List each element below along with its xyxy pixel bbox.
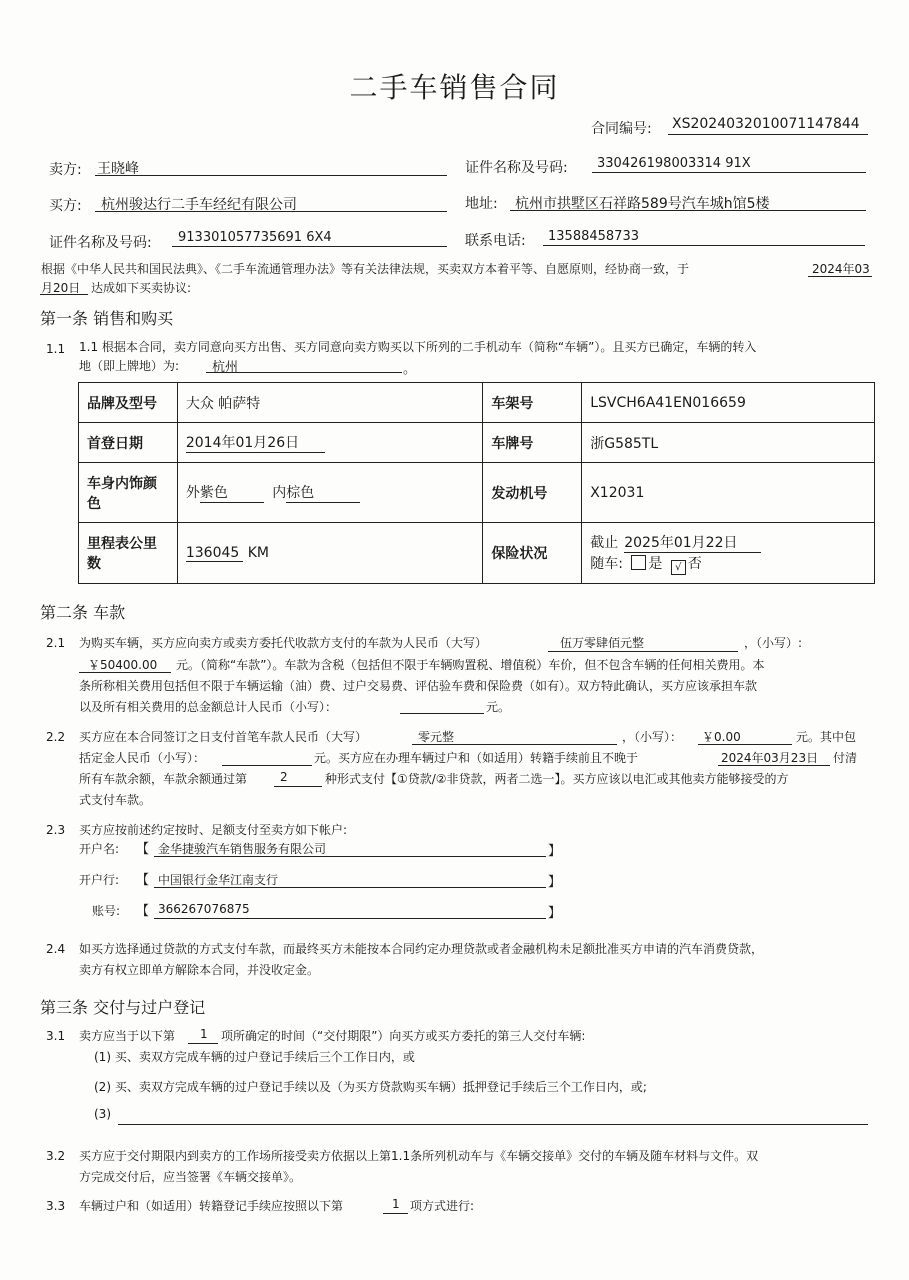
transfer-option: 1 [392, 1197, 400, 1211]
odometer-label: 里程表公里数 [79, 523, 178, 584]
first-payment-numeric-underline [698, 744, 792, 745]
insurance-yes-label: 是 [648, 555, 663, 572]
account-number: 366267076875 [158, 902, 250, 916]
color-label: 车身内饰颜色 [79, 463, 178, 523]
preamble-date-b: 月20日 [41, 281, 81, 295]
table-row [79, 463, 875, 523]
clause-2-1-line-3: 条所称相关费用包括但不限于车辆运输（油）费、过户交易费、评估验车费和保险费（如有）。双方特此确认，买方应该承担车款 [79, 679, 758, 693]
payment-deadline: 2024年03月23日 [721, 751, 819, 765]
clause-1-1-end: 。 [403, 362, 417, 377]
transfer-city: 杭州 [212, 360, 239, 375]
insurance-cell [582, 523, 875, 584]
reg-date-value: 2014年01月26日 [186, 432, 325, 453]
account-bank-underline [154, 887, 546, 888]
plate-label: 车牌号 [483, 423, 582, 463]
transfer-option-underline [383, 1213, 408, 1214]
account-name: 金华捷骏汽车销售服务有限公司 [158, 842, 327, 856]
payment-method: 2 [280, 770, 288, 784]
engine-value: X12031 [582, 463, 875, 523]
vin-value: LSVCH6A41EN016659 [582, 383, 875, 423]
account-name-label: 开户名: [79, 842, 120, 856]
account-name-bracket-close: 】 [548, 844, 562, 859]
buyer-name: 杭州骏达行二手车经纪有限公司 [101, 197, 297, 213]
clause-1-1-number: 1.1 [46, 342, 66, 356]
contract-no: XS2024032010071147844 [672, 116, 860, 132]
transfer-city-underline [206, 372, 402, 373]
clause-2-2-line-1-end: 元。其中包 [796, 730, 857, 744]
interior-color: 棕色 [286, 482, 360, 503]
insurance-date: 2025年01月22日 [624, 532, 761, 553]
account-bank-bracket-close: 】 [548, 875, 562, 890]
delivery-option-3: (3) [94, 1107, 111, 1121]
address-label: 地址: [465, 196, 498, 212]
contract-no-underline [668, 134, 868, 135]
clause-3-3-text-a: 车辆过户和（如适用）转籍登记手续应按照以下第 [79, 1199, 344, 1213]
clause-2-2-line-2b: 元。买方应在办理车辆过户和（如适用）转籍手续前且不晚于 [314, 751, 639, 765]
clause-2-1-line-1: 为购买车辆，买方应向卖方或卖方委托代收款方支付的车款为人民币（大写） [79, 636, 488, 650]
checkbox-yes-icon [631, 555, 646, 570]
clause-2-2-line-3b: 种形式支付【①贷款/②非贷款，两者二选一】。买方应该以电汇或其他卖方能够接受的方 [325, 772, 789, 786]
buyer-id-underline [172, 246, 447, 247]
account-number-underline [154, 918, 546, 919]
address-underline [510, 210, 866, 211]
clause-2-2-number: 2.2 [46, 730, 66, 744]
account-bank: 中国银行金华江南支行 [158, 873, 279, 887]
odometer-unit: KM [247, 544, 270, 561]
payment-deadline-underline [718, 765, 830, 766]
brand-value: 大众 帕萨特 [177, 383, 483, 423]
total-amount-underline [400, 713, 484, 714]
account-number-bracket-open: 【 [136, 904, 150, 919]
clause-2-1-line-2: 元。（简称“车款”）。车款为含税（包括但不限于车辆购置税、增值税）车价，但不包含车辆的任何相关费用。本 [176, 658, 765, 672]
clause-2-1-number: 2.1 [46, 636, 66, 650]
delivery-option-1: (1) 买、卖双方完成车辆的过户登记手续后三个工作日内，或 [94, 1050, 415, 1064]
buyer-id: 913301057735691 6X4 [178, 230, 332, 245]
seller-id-underline [592, 172, 866, 173]
article-3-heading: 第三条 交付与过户登记 [40, 998, 206, 1017]
first-payment-chinese: 零元整 [418, 730, 455, 744]
preamble-end: 达成如下买卖协议: [91, 281, 192, 295]
delivery-option-underline [188, 1043, 218, 1044]
clause-2-2-line-1: 买方应在本合同签订之日支付首笔车款人民币（大写） [79, 730, 368, 744]
contract-no-label: 合同编号: [591, 121, 652, 137]
engine-label: 发动机号 [483, 463, 582, 523]
account-bank-bracket-open: 【 [136, 873, 150, 888]
clause-3-2-line-2: 方完成交付后，应当签署《车辆交接单》。 [79, 1170, 302, 1184]
checkbox-checked-icon: √ [671, 560, 686, 575]
price-chinese: 伍万零肆佰元整 [560, 636, 645, 650]
account-bank-label: 开户行: [79, 873, 120, 887]
clause-2-4-number: 2.4 [46, 942, 66, 956]
article-1-heading: 第一条 销售和购买 [40, 309, 174, 328]
buyer-label: 买方: [49, 198, 82, 214]
clause-2-2-line-4: 式支付车款。 [79, 793, 152, 807]
account-number-label: 账号: [92, 904, 121, 918]
payment-method-underline [274, 786, 322, 787]
clause-3-2-number: 3.2 [46, 1149, 66, 1163]
page-title: 二手车销售合同 [349, 71, 560, 104]
clause-2-1-small: ，（小写）: [744, 636, 803, 650]
insurance-label: 保险状况 [483, 523, 582, 584]
interior-prefix: 内 [272, 485, 287, 501]
table-row [79, 523, 875, 584]
brand-label: 品牌及型号 [79, 383, 178, 423]
clause-2-3-number: 2.3 [46, 823, 66, 837]
preamble-date-a: 2024年03 [812, 262, 870, 276]
reg-date-label: 首登日期 [79, 423, 178, 463]
insurance-with-label: 随车: [590, 555, 623, 572]
preamble-date-underline-b [40, 294, 88, 295]
price-numeric: ￥50400.00 [88, 658, 158, 672]
plate-value: 浙G585TL [582, 423, 875, 463]
clause-2-1-end: 元。 [486, 700, 511, 714]
price-chinese-underline [548, 651, 738, 652]
price-numeric-underline [79, 672, 171, 673]
phone-label: 联系电话: [465, 233, 526, 249]
delivery-option-2: (2) 买、卖双方完成车辆的过户登记手续以及（为买方贷款购买车辆）抵押登记手续后三个工作日内，或; [94, 1080, 647, 1094]
table-row [79, 423, 875, 463]
first-payment-chinese-underline [412, 744, 617, 745]
seller-label: 卖方: [49, 162, 82, 178]
phone: 13588458733 [548, 229, 639, 244]
insurance-with-row [590, 553, 866, 575]
clause-2-1-line-4: 以及所有相关费用的总金额总计人民币（小写）： [79, 700, 338, 714]
clause-2-2-small: ，（小写）： [622, 730, 683, 744]
vin-label: 车架号 [483, 383, 582, 423]
buyer-name-underline [95, 211, 447, 212]
delivery-option: 1 [200, 1027, 208, 1041]
reg-date-cell [177, 423, 483, 463]
address: 杭州市拱墅区石祥路589号汽车城h馆5楼 [515, 196, 770, 212]
clause-2-2-line-2: 括定金人民币（小写）： [79, 751, 206, 765]
odometer-value: 136045 [186, 545, 243, 562]
account-name-underline [154, 856, 546, 857]
seller-name-underline [95, 175, 447, 176]
account-name-bracket-open: 【 [136, 842, 150, 857]
first-payment-numeric: ￥0.00 [702, 730, 741, 744]
preamble-text: 根据《中华人民共和国民法典》、《二手车流通管理办法》等有关法律法规，买卖双方本着平等、自愿原则，经协商一致，于 [41, 262, 690, 276]
exterior-prefix: 外 [185, 485, 200, 501]
vehicle-info-table [78, 382, 875, 584]
clause-2-3-text: 买方应按前述约定按时、足额支付至卖方如下帐户: [79, 823, 348, 837]
clause-3-1-number: 3.1 [46, 1029, 66, 1043]
buyer-id-label: 证件名称及号码: [49, 235, 152, 251]
account-number-bracket-close: 】 [548, 906, 562, 921]
clause-2-4-line-1: 如买方选择通过贷款的方式支付车款，而最终买方未能按本合同约定办理贷款或者金融机构未足额批准买方申请的汽车消费贷款， [79, 942, 764, 956]
clause-3-3-text-b: 项方式进行: [410, 1199, 475, 1213]
clause-2-2-line-3: 所有车款余额，车款余额通过第 [79, 772, 248, 786]
clause-2-4-line-2: 卖方有权立即单方解除本合同，并没收定金。 [79, 963, 320, 977]
table-row [79, 383, 875, 423]
clause-3-2-line-1: 买方应于交付期限内到卖方的工作场所接受卖方依据以上第1.1条所列机动车与《车辆交接单》交付的车辆及随车材料与文件。双 [79, 1149, 759, 1163]
odometer-cell [177, 523, 483, 584]
insurance-prefix: 截止 [590, 534, 619, 551]
exterior-color: 紫色 [200, 482, 264, 503]
clause-3-1-text-a: 卖方应当于以下第 [79, 1029, 176, 1043]
deposit-underline [222, 765, 312, 766]
phone-underline [543, 245, 865, 246]
clause-3-3-number: 3.3 [46, 1199, 66, 1213]
insurance-no-label: 否 [687, 555, 702, 572]
color-cell [177, 463, 483, 523]
clause-1-1-text-2: 地（即上牌地）为: [79, 359, 180, 373]
seller-name: 王晓峰 [97, 161, 139, 177]
clause-3-1-text-b: 项所确定的时间（“交付期限”）向买方或买方委托的第三人交付车辆: [221, 1029, 586, 1043]
seller-id: 330426198003314 91X [597, 156, 751, 171]
clause-2-2-line-2c: 付清 [833, 751, 858, 765]
clause-1-1-text: 1.1 根据本合同，卖方同意向买方出售、买方同意向卖方购买以下所列的二手机动车（简称“车辆”）。且买方已确定，车辆的转入 [79, 340, 757, 354]
delivery-option-3-underline [118, 1124, 868, 1125]
seller-id-label: 证件名称及号码: [465, 160, 568, 176]
insurance-expiry-row [590, 532, 866, 553]
article-2-heading: 第二条 车款 [40, 603, 126, 622]
preamble-date-underline-a [808, 276, 872, 277]
